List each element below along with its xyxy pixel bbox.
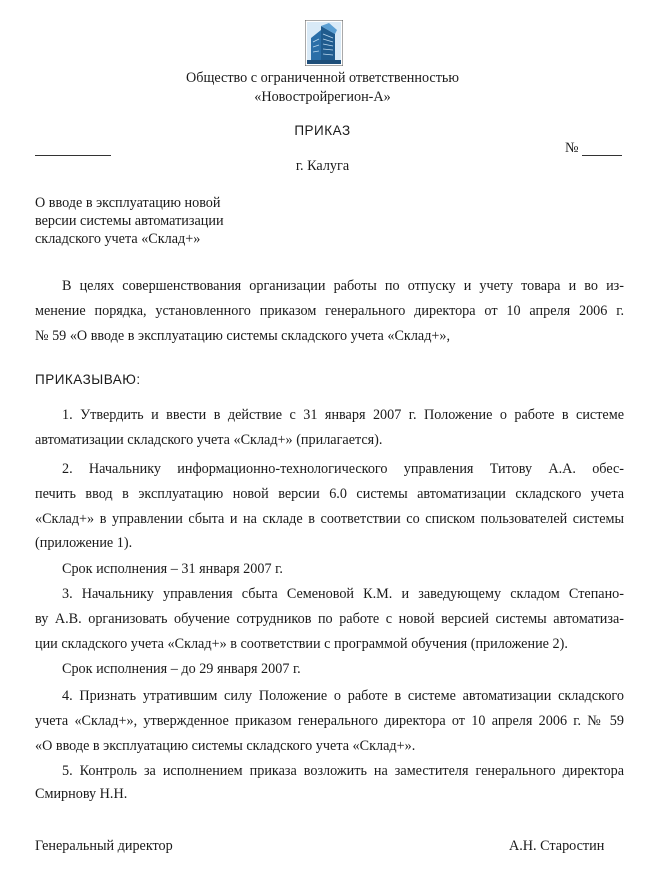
order-item-line: 4. Признать утратившим силу Положение о работе в системе автоматизации складского xyxy=(62,688,624,704)
company-name-quoted: «Новостройрегион-А» xyxy=(254,89,391,105)
order-word: ПРИКАЗЫВАЮ: xyxy=(35,372,141,387)
order-item-line: ву А.В. организовать обучение сотрудников по работе с новой версией системы автоматиза- xyxy=(35,611,624,627)
date-blank-line xyxy=(35,155,111,156)
subject-line: версии системы автоматизации xyxy=(35,213,224,229)
signature-name: А.Н. Старостин xyxy=(509,838,605,854)
order-item-line: учета «Склад+», утвержденное приказом генерального директора от 10 апреля 2006 г. № 59 xyxy=(35,713,624,729)
order-item-line: печить ввод в эксплуатацию новой версии 6.0 системы автоматизации складского учета xyxy=(35,486,624,502)
company-logo xyxy=(305,20,343,66)
subject-line: складского учета «Склад+» xyxy=(35,231,201,247)
city: г. Калуга xyxy=(295,158,350,174)
order-item-line: ции складского учета «Склад+» в соответствии с программой обучения (приложение 2). xyxy=(35,636,568,652)
order-item-line: 2. Начальнику информационно-технологического управления Титову А.А. обес- xyxy=(62,461,624,477)
order-item-line: «Склад+» в управлении сбыта и на складе в соответствии со списком пользователей системы xyxy=(35,511,624,527)
signature-title: Генеральный директор xyxy=(35,838,173,854)
document-type: ПРИКАЗ xyxy=(294,123,351,138)
deadline-line: Срок исполнения – 31 января 2007 г. xyxy=(62,561,283,577)
preamble-line: В целях совершенствования организации работы по отпуску и учету товара и во из- xyxy=(62,278,624,294)
order-item-line: (приложение 1). xyxy=(35,535,133,551)
order-item-line: 3. Начальнику управления сбыта Семеновой К.М. и заведующему складом Степано- xyxy=(62,586,624,602)
subject-line: О вводе в эксплуатацию новой xyxy=(35,195,221,211)
preamble-line: менение порядка, установленного приказом генерального директора от 10 апреля 2006 г. xyxy=(35,303,624,319)
order-item-line: «О вводе в эксплуатацию системы складского учета «Склад+». xyxy=(35,738,416,754)
number-blank-line xyxy=(582,155,622,156)
order-item-line: автоматизации складского учета «Склад+» (прилагается). xyxy=(35,432,383,448)
preamble-line: № 59 «О вводе в эксплуатацию системы складского учета «Склад+», xyxy=(35,328,451,344)
company-name: Общество с ограниченной ответственностью xyxy=(186,70,459,86)
order-item-line: 5. Контроль за исполнением приказа возложить на заместителя генерального директора xyxy=(62,763,624,779)
order-item-line: 1. Утвердить и ввести в действие с 31 января 2007 г. Положение о работе в системе xyxy=(62,407,624,423)
deadline-line: Срок исполнения – до 29 января 2007 г. xyxy=(62,661,301,677)
order-item-line: Смирнову Н.Н. xyxy=(35,786,128,802)
number-label: № xyxy=(565,140,579,156)
